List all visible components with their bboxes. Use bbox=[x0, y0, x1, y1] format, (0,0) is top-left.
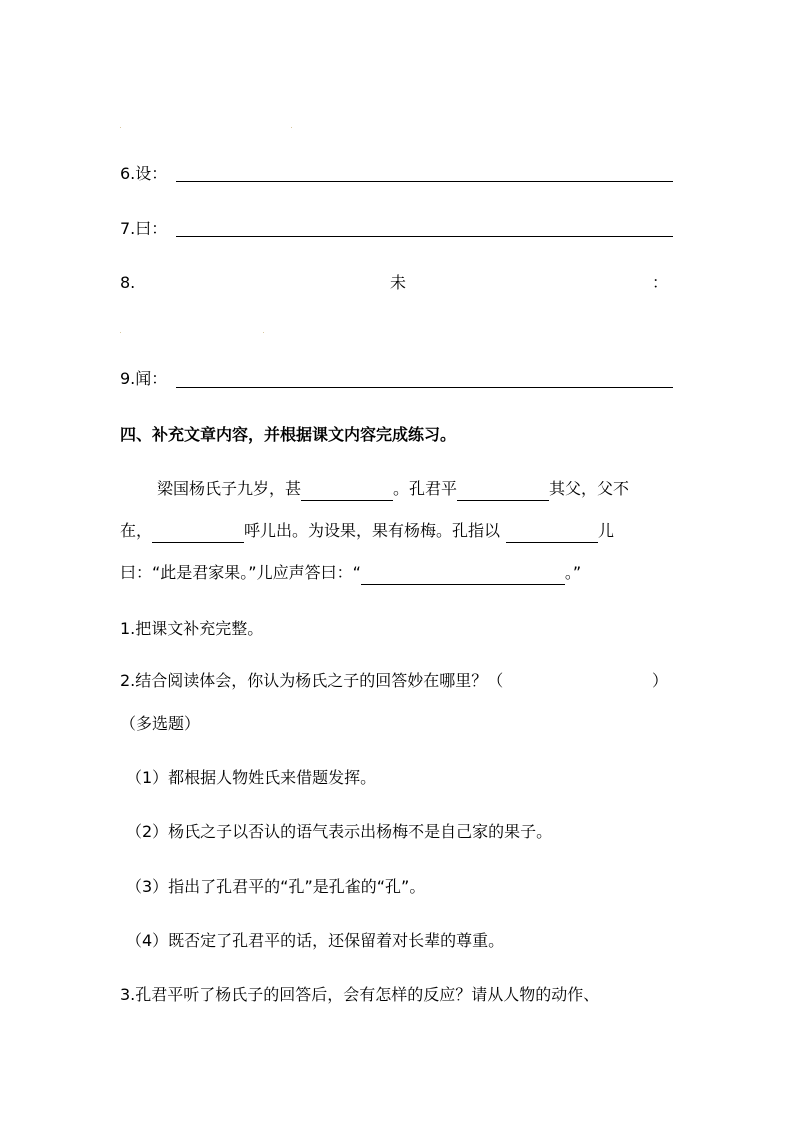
blank-3[interactable] bbox=[152, 524, 244, 543]
passage-text: 。孔君平 bbox=[393, 479, 458, 498]
question-2-answer-slot[interactable] bbox=[574, 669, 650, 693]
passage-text: 儿 bbox=[598, 521, 615, 540]
blank-4[interactable] bbox=[506, 524, 598, 543]
passage-line-3 bbox=[120, 561, 581, 585]
item-8-colon: ： bbox=[652, 273, 669, 292]
passage-text: 呼儿出。为设果，果有杨梅。孔指以 bbox=[244, 521, 501, 540]
passage-text: 曰：“此是君家果。”儿应声答曰：“ bbox=[120, 563, 361, 582]
passage-text: 在， bbox=[120, 521, 153, 540]
item-9-label: 9.闻： bbox=[120, 369, 168, 388]
option-4: （4）既否定了孔君平的话，还保留着对长辈的尊重。 bbox=[126, 931, 505, 950]
passage-line-1 bbox=[157, 477, 629, 501]
blank-2[interactable] bbox=[457, 482, 549, 501]
item-7-answer-line[interactable] bbox=[176, 236, 673, 237]
scan-mark bbox=[291, 127, 292, 128]
item-6-label: 6.设： bbox=[120, 164, 168, 183]
scan-mark bbox=[120, 332, 121, 333]
option-3: （3）指出了孔君平的“孔”是孔雀的“孔”。 bbox=[126, 877, 426, 896]
passage-line-2 bbox=[120, 519, 614, 543]
section-4-title: 四、补充文章内容，并根据课文内容完成练习。 bbox=[120, 425, 457, 444]
option-2: （2）杨氏之子以否认的语气表示出杨梅不是自己家的果子。 bbox=[126, 822, 553, 841]
question-2-note: （多选题） bbox=[120, 714, 201, 733]
blank-5[interactable] bbox=[361, 566, 565, 585]
passage-text: 梁国杨氏子九岁，甚 bbox=[157, 479, 302, 498]
passage-text: 其父，父不 bbox=[549, 479, 630, 498]
question-2-close-paren: ） bbox=[652, 671, 669, 690]
question-3: 3.孔君平听了杨氏子的回答后，会有怎样的反应？请从人物的动作、 bbox=[120, 985, 600, 1004]
question-1: 1.把课文补充完整。 bbox=[120, 619, 264, 638]
item-7-label: 7.曰： bbox=[120, 219, 168, 238]
item-8-number: 8. bbox=[120, 273, 136, 292]
passage-text: 。” bbox=[564, 563, 582, 582]
blank-1[interactable] bbox=[301, 482, 393, 501]
scan-mark bbox=[120, 127, 121, 128]
item-6-answer-line[interactable] bbox=[176, 181, 673, 182]
question-2: 2.结合阅读体会，你认为杨氏之子的回答妙在哪里？（ bbox=[120, 671, 504, 690]
scan-mark bbox=[263, 332, 264, 333]
item-8-char: 未 bbox=[390, 273, 407, 292]
item-9-answer-line[interactable] bbox=[176, 387, 673, 388]
option-1: （1）都根据人物姓氏来借题发挥。 bbox=[126, 768, 377, 787]
